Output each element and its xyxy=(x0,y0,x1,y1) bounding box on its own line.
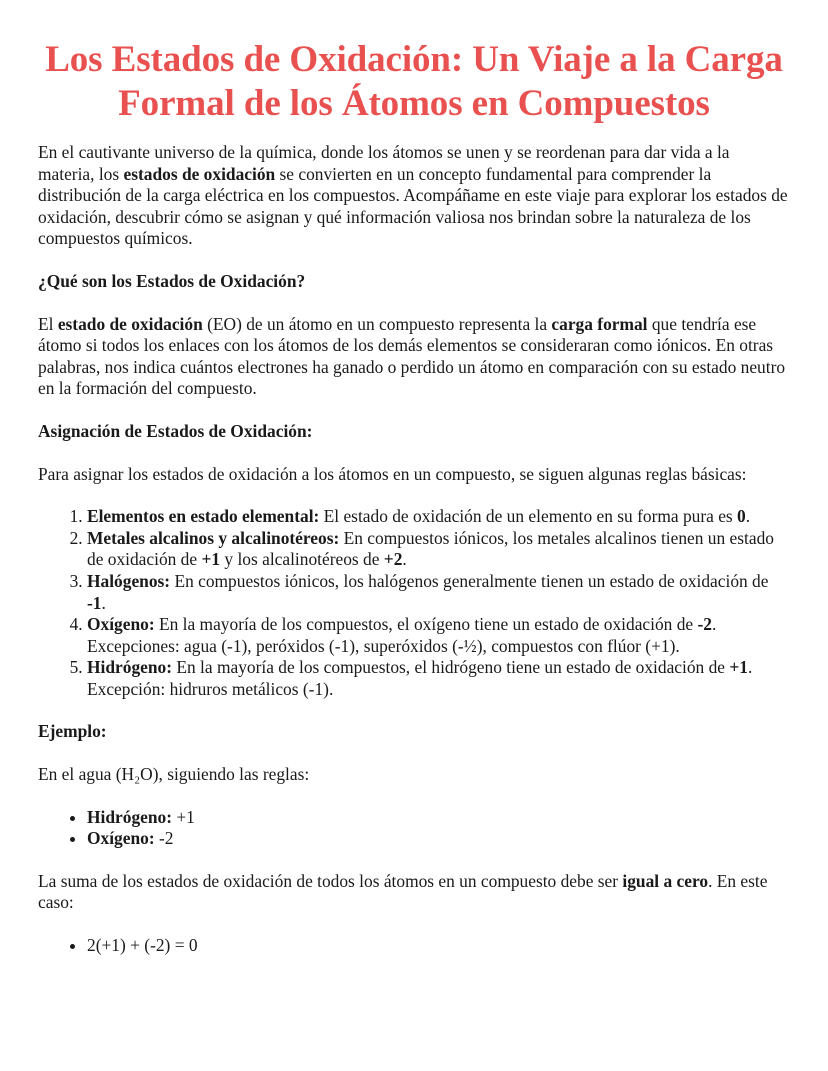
definition-text-3: que tendría ese átomo si todos los enlaces con los átomos de los demás elementos se consideraran como iónicos. En otras palabras, nos indica cuántos electrones ha ganado o perdido un átomo en comparación con su estado neutro en la formación del compuesto. xyxy=(38,313,786,399)
rules-list xyxy=(38,506,790,700)
definition-text-1: El xyxy=(38,313,58,334)
rule-text: y los alcalinotéreos de xyxy=(220,549,384,570)
sum-text-1: La suma de los estados de oxidación de todos los átomos en un compuesto debe ser xyxy=(38,870,623,891)
rule-text: . xyxy=(402,549,407,570)
rule-text: . Excepción: hidruros metálicos (-1). xyxy=(87,657,753,699)
rule-value: +1 xyxy=(201,549,221,570)
intro-paragraph xyxy=(38,142,790,250)
list-item xyxy=(87,571,790,614)
list-item xyxy=(87,657,790,700)
section-heading-what: ¿Qué son los Estados de Oxidación? xyxy=(38,270,306,291)
definition-text-2: (EO) de un átomo en un compuesto representa la xyxy=(202,313,552,334)
intro-text-1: En el cautivante universo de la química, donde los átomos se unen y se reordenan para dar vida a la materia, los xyxy=(38,142,730,184)
rule-value: +1 xyxy=(729,657,748,678)
rule-text: . xyxy=(101,592,106,613)
rule-label: Halógenos: xyxy=(87,570,171,591)
intro-bold: estados de oxidación xyxy=(123,163,276,184)
rule-label: Metales alcalinos y alcalinotéreos: xyxy=(87,527,340,548)
equation-list xyxy=(38,935,790,957)
rule-value: -1 xyxy=(87,592,102,613)
equation: 2(+1) + (-2) = 0 xyxy=(87,935,198,956)
list-item xyxy=(87,828,790,850)
rule-text: . xyxy=(745,506,751,527)
element-label: Oxígeno: xyxy=(87,828,155,849)
rule-text: En la mayoría de los compuestos, el oxígeno tiene un estado de oxidación de xyxy=(154,614,698,635)
definition-paragraph xyxy=(38,314,790,400)
rule-value: +2 xyxy=(383,549,403,570)
sum-paragraph xyxy=(38,871,790,914)
rule-value: -2 xyxy=(697,614,712,635)
rule-text: En la mayoría de los compuestos, el hidrógeno tiene un estado de oxidación de xyxy=(172,657,730,678)
rules-intro: Para asignar los estados de oxidación a los átomos en un compuesto, se siguen algunas reglas básicas: xyxy=(38,463,747,484)
example-intro: En el agua (H₂O), siguiendo las reglas: xyxy=(38,764,310,785)
page-title: Los Estados de Oxidación: Un Viaje a la Carga Formal de los Átomos en Compuestos xyxy=(45,39,783,124)
rule-label: Hidrógeno: xyxy=(87,657,173,678)
rule-text: . Excepciones: agua (-1), peróxidos (-1), superóxidos (-½), compuestos con flúor (+1). xyxy=(87,614,717,656)
list-item xyxy=(87,935,790,957)
section-heading-assignment: Asignación de Estados de Oxidación: xyxy=(38,420,313,441)
example-list xyxy=(38,807,790,850)
sum-bold: igual a cero xyxy=(622,870,709,891)
rule-text: En compuestos iónicos, los metales alcalinos tienen un estado de oxidación de xyxy=(87,527,774,570)
section-heading-example: Ejemplo: xyxy=(38,721,107,742)
rule-label: Elementos en estado elemental: xyxy=(87,506,320,527)
list-item xyxy=(87,506,790,528)
definition-bold-1: estado de oxidación xyxy=(57,313,203,334)
list-item xyxy=(87,807,790,829)
list-item xyxy=(87,528,790,571)
element-value: +1 xyxy=(172,806,195,827)
rule-value: 0 xyxy=(737,506,746,527)
sum-text-2: . En este caso: xyxy=(38,870,768,913)
element-value: -2 xyxy=(154,828,174,849)
rule-label: Oxígeno: xyxy=(87,614,155,635)
definition-bold-2: carga formal xyxy=(551,313,648,334)
list-item xyxy=(87,614,790,657)
rule-text: El estado de oxidación de un elemento en su forma pura es xyxy=(319,506,738,527)
rule-text: En compuestos iónicos, los halógenos generalmente tienen un estado de oxidación de xyxy=(170,570,769,591)
element-label: Hidrógeno: xyxy=(87,806,173,827)
intro-text-2: se convierten en un concepto fundamental para comprender la distribución de la carga eléctrica en los compuestos. Acompáñame en este viaje para explorar los estados de oxidación, descubrir cómo se asignan y qué información valiosa nos brindan sobre la naturaleza de los compuestos químicos. xyxy=(38,163,788,249)
